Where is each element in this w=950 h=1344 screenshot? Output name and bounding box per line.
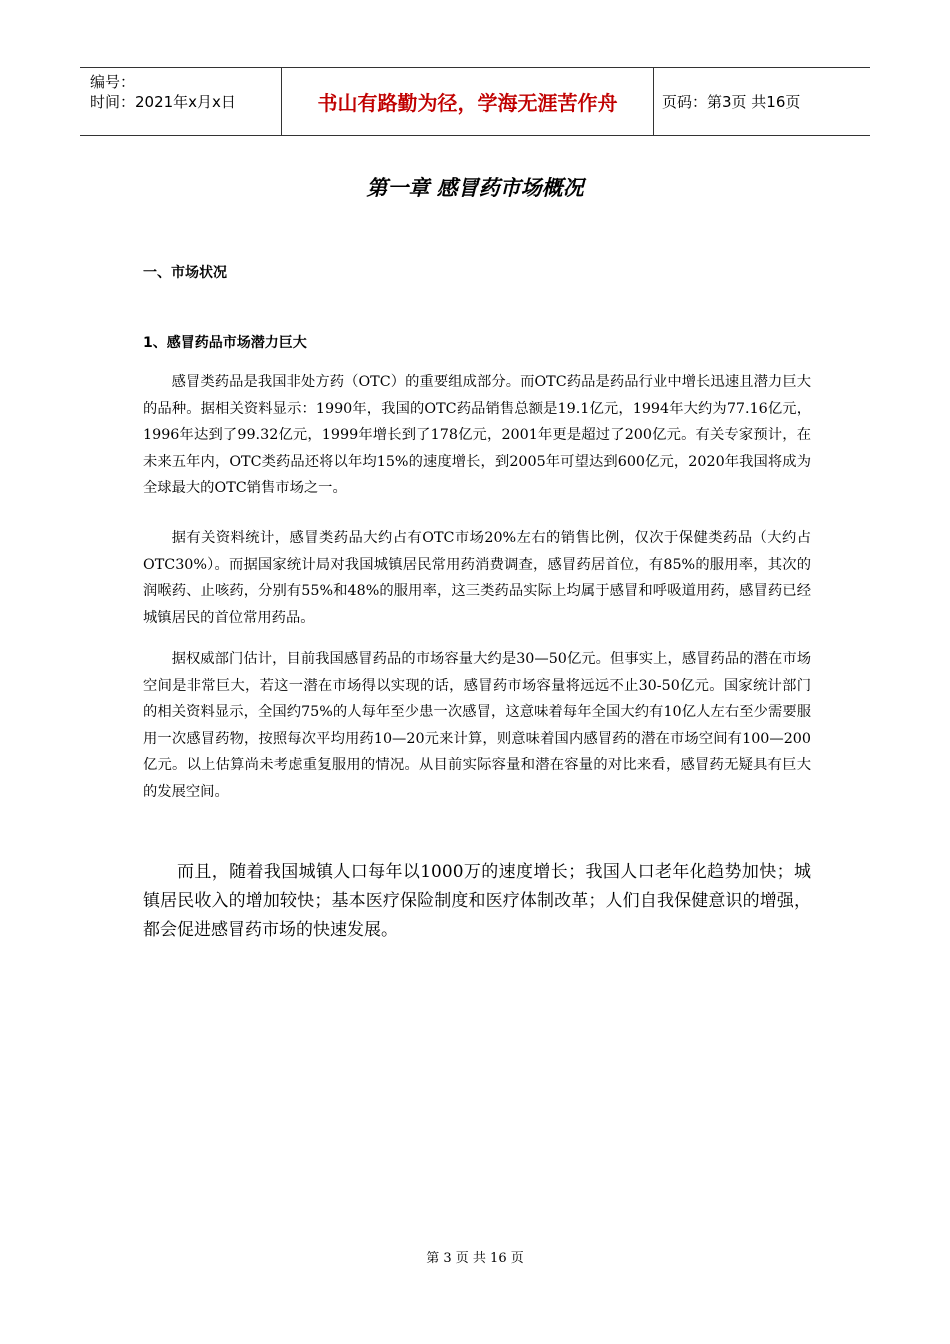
paragraph-4: 而且，随着我国城镇人口每年以1000万的速度增长；我国人口老年化趋势加快；城镇居民收入的增加较快；基本医疗保险制度和医疗体制改革；人们自我保健意识的增强，都会促进感冒药市场的快速发展。 — [143, 862, 811, 940]
chapter-title: 第一章 感冒药市场概况 — [366, 175, 584, 200]
date-label: 时间：2021年x月x日 — [90, 93, 236, 111]
header-motto: 书山有路勤为径，学海无涯苦作舟 — [282, 68, 654, 135]
paragraph-3: 据权威部门估计，目前我国感冒药品的市场容量大约是30—50亿元。但事实上，感冒药品的潜在市场空间是非常巨大，若这一潜在市场得以实现的话，感冒药市场容量将远远不止30-50亿元。国家统计部门的相关资料显示，全国约75%的人每年至少患一次感冒，这意味着每年全国大约有10亿人左右至少需要服用一次感冒药物，按照每次平均用药10—20元来计算，则意味着国内感冒药的潜在市场空间有100—200亿元。以上估算尚未考虑重复服用的情况。从目前实际容量和潜在容量的对比来看，感冒药无疑具有巨大的发展空间。 — [143, 651, 811, 800]
page-header — [80, 67, 870, 136]
section-title: 一、市场状况 — [143, 265, 227, 281]
header-page-code: 页码：第3页 共16页 — [662, 93, 801, 111]
page-footer: 第 3 页 共 16 页 — [426, 1251, 524, 1266]
serial-label: 编号： — [90, 73, 136, 91]
header-info-cell — [80, 68, 282, 135]
paragraph-1: 感冒类药品是我国非处方药（OTC）的重要组成部分。而OTC药品是药品行业中增长迅速且潜力巨大的品种。据相关资料显示：1990年，我国的OTC药品销售总额是19.1亿元，1994年大约为77.16亿元，1996年达到了99.32亿元，1999年增长到了178亿元，2001年更是超过了200亿元。有关专家预计，在未来五年内，OTC类药品还将以年均15%的速度增长，到2005年可望达到600亿元，2020年我国将成为全球最大的OTC销售市场之一。 — [143, 374, 811, 496]
paragraph-2: 据有关资料统计，感冒类药品大约占有OTC市场20%左右的销售比例，仅次于保健类药品（大约占OTC30%）。而据国家统计局对我国城镇居民常用药消费调查，感冒药居首位，有85%的服用率，其次的润喉药、止咳药，分别有55%和48%的服用率，这三类药品实际上均属于感冒和呼吸道用药，感冒药已经城镇居民的首位常用药品。 — [143, 530, 811, 626]
subsection-title: 1、感冒药品市场潜力巨大 — [143, 335, 307, 351]
